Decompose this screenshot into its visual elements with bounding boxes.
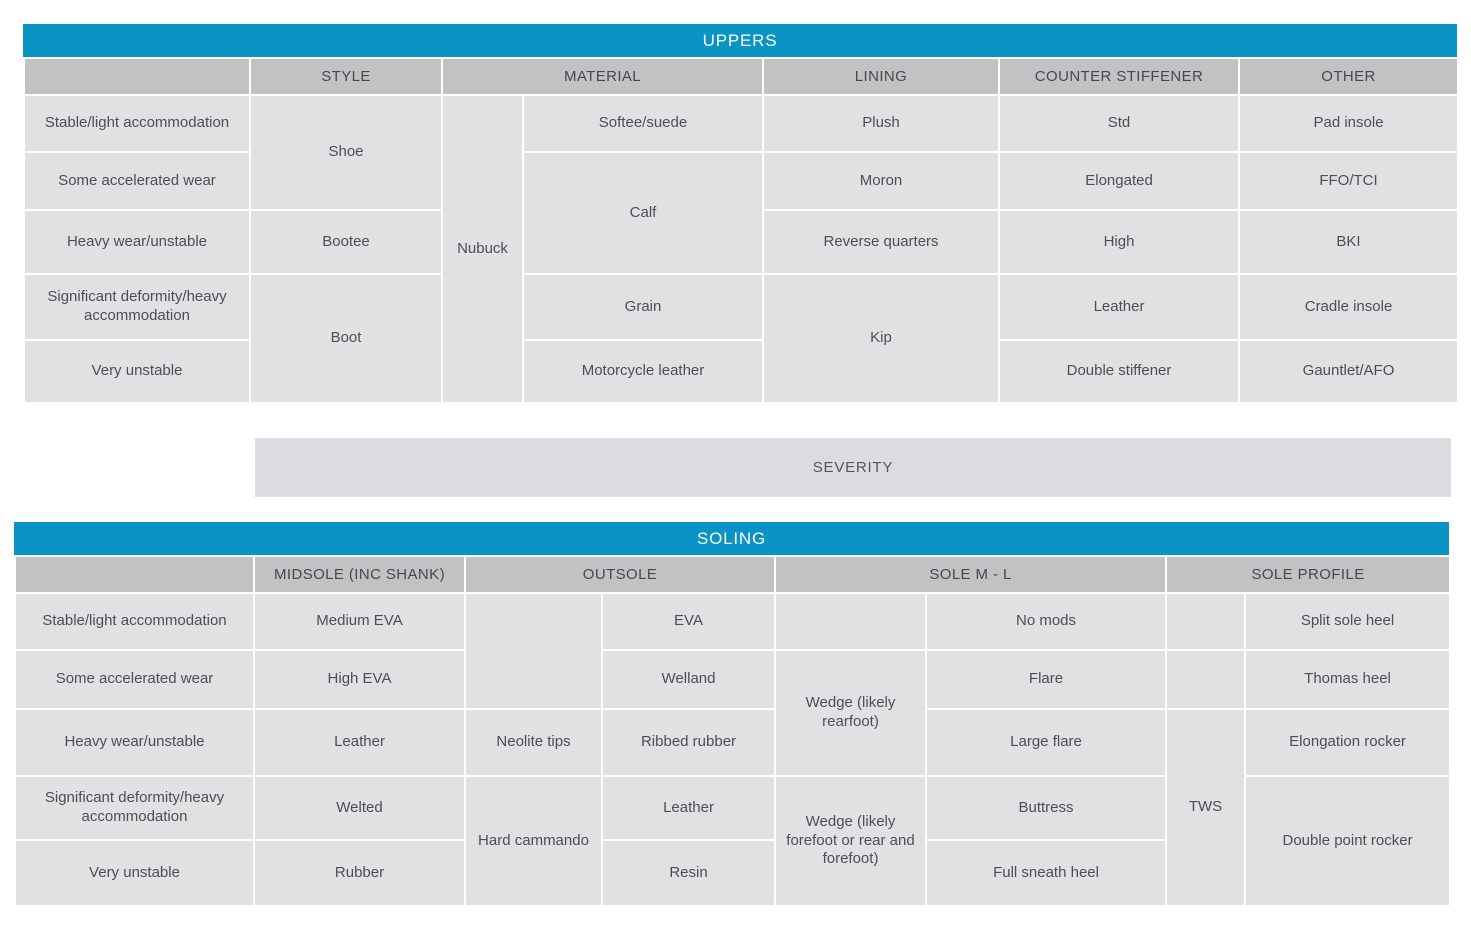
uppers-cell-motorcycle-leather: Motorcycle leather <box>523 340 763 403</box>
uppers-title: UPPERS <box>702 30 778 50</box>
soling-cell-full-sneath-heel: Full sneath heel <box>926 840 1166 906</box>
soling-cell-thomas-heel: Thomas heel <box>1245 650 1450 709</box>
uppers-row-label-heavy-wear: Heavy wear/unstable <box>24 210 250 274</box>
uppers-cell-double-stiffener: Double stiffener <box>999 340 1239 403</box>
soling-cell-ribbed-rubber: Ribbed rubber <box>602 709 775 776</box>
uppers-cell-leather: Leather <box>999 274 1239 340</box>
soling-header-blank <box>15 556 254 593</box>
soling-cell-rubber: Rubber <box>254 840 465 906</box>
uppers-row-some-accelerated <box>24 152 1458 210</box>
uppers-header-style: STYLE <box>250 58 442 95</box>
uppers-cell-ffo-tci: FFO/TCI <box>1239 152 1458 210</box>
uppers-cell-softee-suede: Softee/suede <box>523 95 763 152</box>
soling-cell-double-point-rocker: Double point rocker <box>1245 776 1450 906</box>
uppers-row-label-stable-light: Stable/light accommodation <box>24 95 250 152</box>
soling-cell-outsole-blank <box>465 593 602 709</box>
soling-row-label-significant-deformity: Significant deformity/heavy accommodation <box>15 776 254 840</box>
soling-row-label-very-unstable: Very unstable <box>15 840 254 906</box>
uppers-cell-high: High <box>999 210 1239 274</box>
soling-cell-neolite-tips: Neolite tips <box>465 709 602 776</box>
soling-table <box>14 522 1449 907</box>
severity-label: SEVERITY <box>812 459 894 476</box>
severity-band <box>255 438 1451 497</box>
soling-row-some-accelerated <box>15 650 1450 709</box>
soling-title: SOLING <box>696 528 767 548</box>
soling-title-bar <box>14 522 1449 555</box>
uppers-header-row <box>24 58 1458 95</box>
soling-cell-wedge-rearfoot: Wedge (likely rearfoot) <box>775 650 926 776</box>
soling-cell-leather-midsole: Leather <box>254 709 465 776</box>
soling-cell-tws-blank-1 <box>1166 593 1245 650</box>
soling-cell-wedge-forefoot: Wedge (likely forefoot or rear and forefoot) <box>775 776 926 906</box>
uppers-header-counter-stiffener: COUNTER STIFFENER <box>999 58 1239 95</box>
uppers-cell-cradle-insole: Cradle insole <box>1239 274 1458 340</box>
soling-row-heavy-wear <box>15 709 1450 776</box>
soling-header-sole-m-l: SOLE M - L <box>775 556 1166 593</box>
uppers-table <box>23 24 1457 404</box>
soling-cell-medium-eva: Medium EVA <box>254 593 465 650</box>
uppers-cell-reverse-quarters: Reverse quarters <box>763 210 999 274</box>
soling-header-outsole: OUTSOLE <box>465 556 775 593</box>
uppers-cell-kip: Kip <box>763 274 999 403</box>
uppers-cell-calf: Calf <box>523 152 763 274</box>
soling-cell-no-mods: No mods <box>926 593 1166 650</box>
uppers-row-label-some-accelerated: Some accelerated wear <box>24 152 250 210</box>
soling-header-row <box>15 556 1450 593</box>
soling-cell-eva: EVA <box>602 593 775 650</box>
uppers-cell-shoe: Shoe <box>250 95 442 210</box>
uppers-cell-nubuck: Nubuck <box>442 95 523 403</box>
uppers-cell-plush: Plush <box>763 95 999 152</box>
uppers-header-blank <box>24 58 250 95</box>
uppers-grid <box>23 57 1459 404</box>
uppers-row-stable-light <box>24 95 1458 152</box>
soling-cell-tws-blank-2 <box>1166 650 1245 709</box>
uppers-header-material: MATERIAL <box>442 58 763 95</box>
soling-cell-leather-outsole: Leather <box>602 776 775 840</box>
uppers-row-very-unstable <box>24 340 1458 403</box>
uppers-header-lining: LINING <box>763 58 999 95</box>
uppers-cell-bki: BKI <box>1239 210 1458 274</box>
soling-cell-wedge-blank <box>775 593 926 650</box>
uppers-header-other: OTHER <box>1239 58 1458 95</box>
soling-cell-tws: TWS <box>1166 709 1245 906</box>
uppers-cell-grain: Grain <box>523 274 763 340</box>
soling-header-sole-profile: SOLE PROFILE <box>1166 556 1450 593</box>
uppers-cell-gauntlet-afo: Gauntlet/AFO <box>1239 340 1458 403</box>
soling-cell-resin: Resin <box>602 840 775 906</box>
uppers-cell-moron: Moron <box>763 152 999 210</box>
soling-row-label-some-accelerated: Some accelerated wear <box>15 650 254 709</box>
soling-cell-buttress: Buttress <box>926 776 1166 840</box>
soling-cell-welted: Welted <box>254 776 465 840</box>
uppers-cell-std: Std <box>999 95 1239 152</box>
uppers-cell-pad-insole: Pad insole <box>1239 95 1458 152</box>
soling-row-stable-light <box>15 593 1450 650</box>
soling-cell-large-flare: Large flare <box>926 709 1166 776</box>
soling-cell-welland: Welland <box>602 650 775 709</box>
soling-cell-hard-cammando: Hard cammando <box>465 776 602 906</box>
soling-cell-elongation-rocker: Elongation rocker <box>1245 709 1450 776</box>
soling-cell-high-eva: High EVA <box>254 650 465 709</box>
soling-row-label-stable-light: Stable/light accommodation <box>15 593 254 650</box>
soling-header-midsole: MIDSOLE (INC SHANK) <box>254 556 465 593</box>
uppers-cell-bootee: Bootee <box>250 210 442 274</box>
uppers-title-bar <box>23 24 1457 57</box>
soling-row-label-heavy-wear: Heavy wear/unstable <box>15 709 254 776</box>
soling-cell-split-sole-heel: Split sole heel <box>1245 593 1450 650</box>
uppers-row-label-significant-deformity: Significant deformity/heavy accommodation <box>24 274 250 340</box>
uppers-cell-boot: Boot <box>250 274 442 403</box>
soling-grid <box>14 555 1451 907</box>
uppers-cell-elongated: Elongated <box>999 152 1239 210</box>
uppers-row-significant-deformity <box>24 274 1458 340</box>
soling-cell-flare: Flare <box>926 650 1166 709</box>
uppers-row-label-very-unstable: Very unstable <box>24 340 250 403</box>
